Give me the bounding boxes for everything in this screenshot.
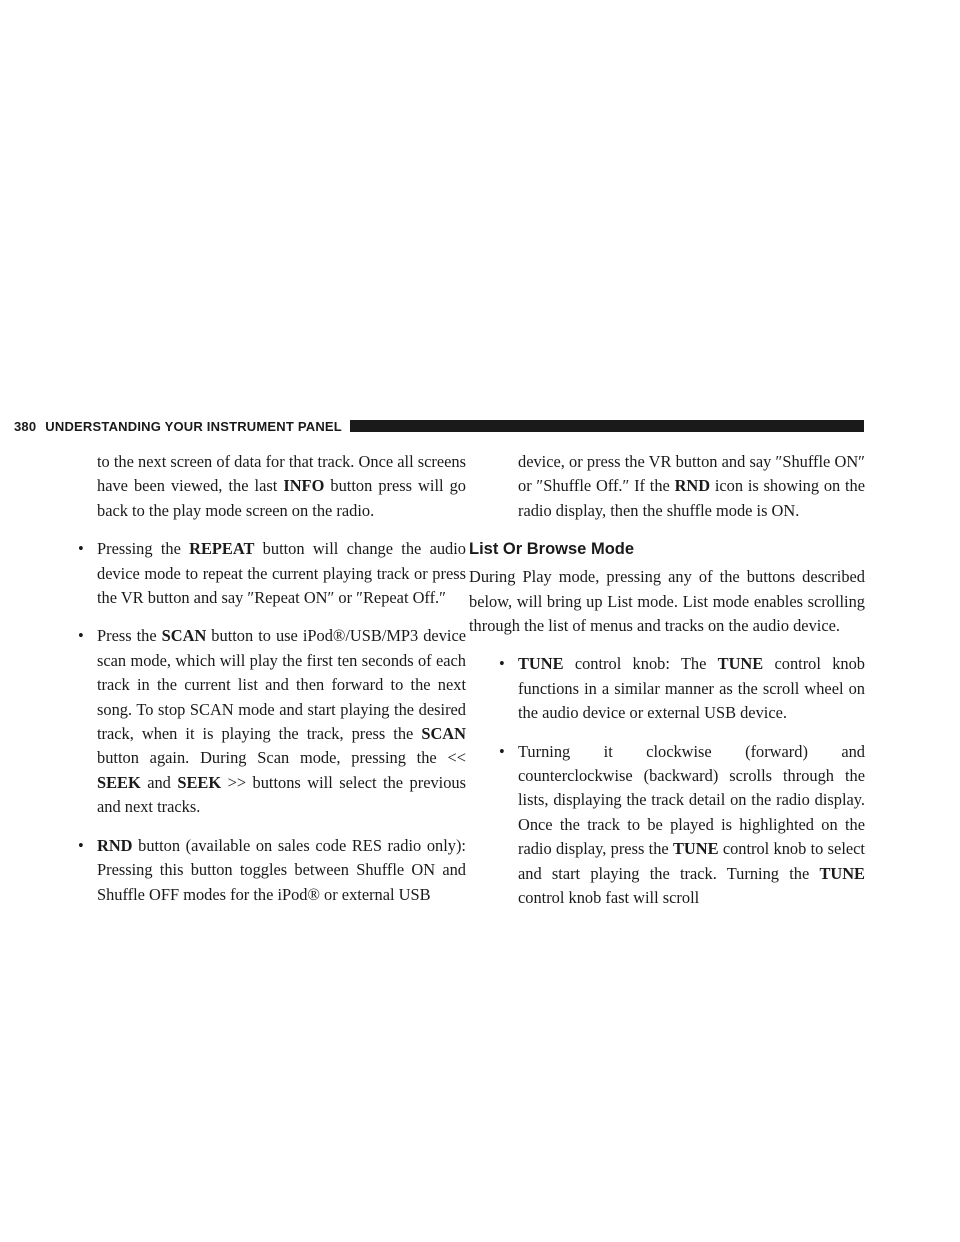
- turning-bullet: • Turning it clockwise (forward) and counterclockwise (backward) scrolls through the lists, displaying the track detail on the radio display. Once the track to be played is highlighted on the radio display, press the TUNE control knob to select and start playing the track. Turning the TUNE control knob fast will scroll: [493, 740, 865, 911]
- left-column: [72, 450, 466, 921]
- scan-bullet: • Press the SCAN button to use iPod®/USB/MP3 device scan mode, which will play the first ten seconds of each track in the current list and then forward to the next song. To stop SCAN mode and start playing the desired track, when it is playing the track, press the SCAN button again. During Scan mode, pressing the << SEEK and SEEK >> buttons will select the previous and next tracks.: [72, 624, 466, 819]
- right-column: [469, 450, 865, 925]
- list-mode-paragraph: During Play mode, pressing any of the buttons described below, will bring up List mode. List mode enables scrolling through the list of menus and tracks on the audio device.: [469, 567, 865, 636]
- page-header: [14, 416, 864, 436]
- section-title: UNDERSTANDING YOUR INSTRUMENT PANEL: [45, 418, 342, 434]
- header-rule: [350, 420, 864, 432]
- continuation-paragraph: to the next screen of data for that track. Once all screens have been viewed, the last INFO button press will go back to the play mode screen on the radio.: [97, 452, 466, 520]
- repeat-bullet: • Pressing the REPEAT button will change the audio device mode to repeat the current playing track or press the VR button and say ″Repeat ON″ or ″Repeat Off.″: [72, 537, 466, 610]
- page-number: 380: [14, 418, 37, 434]
- tune-bullet: • TUNE control knob: The TUNE control knob functions in a similar manner as the scroll wheel on the audio device or external USB device.: [493, 652, 865, 725]
- shuffle-continuation: device, or press the VR button and say ″Shuffle ON″ or ″Shuffle Off.″ If the RND icon is showing on the radio display, then the shuffle mode is ON.: [518, 452, 865, 520]
- section-heading: List Or Browse Mode: [469, 540, 635, 559]
- rnd-bullet: • RND button (available on sales code RES radio only): Pressing this button toggles between Shuffle ON and Shuffle OFF modes for the iPod® or external USB: [72, 834, 466, 907]
